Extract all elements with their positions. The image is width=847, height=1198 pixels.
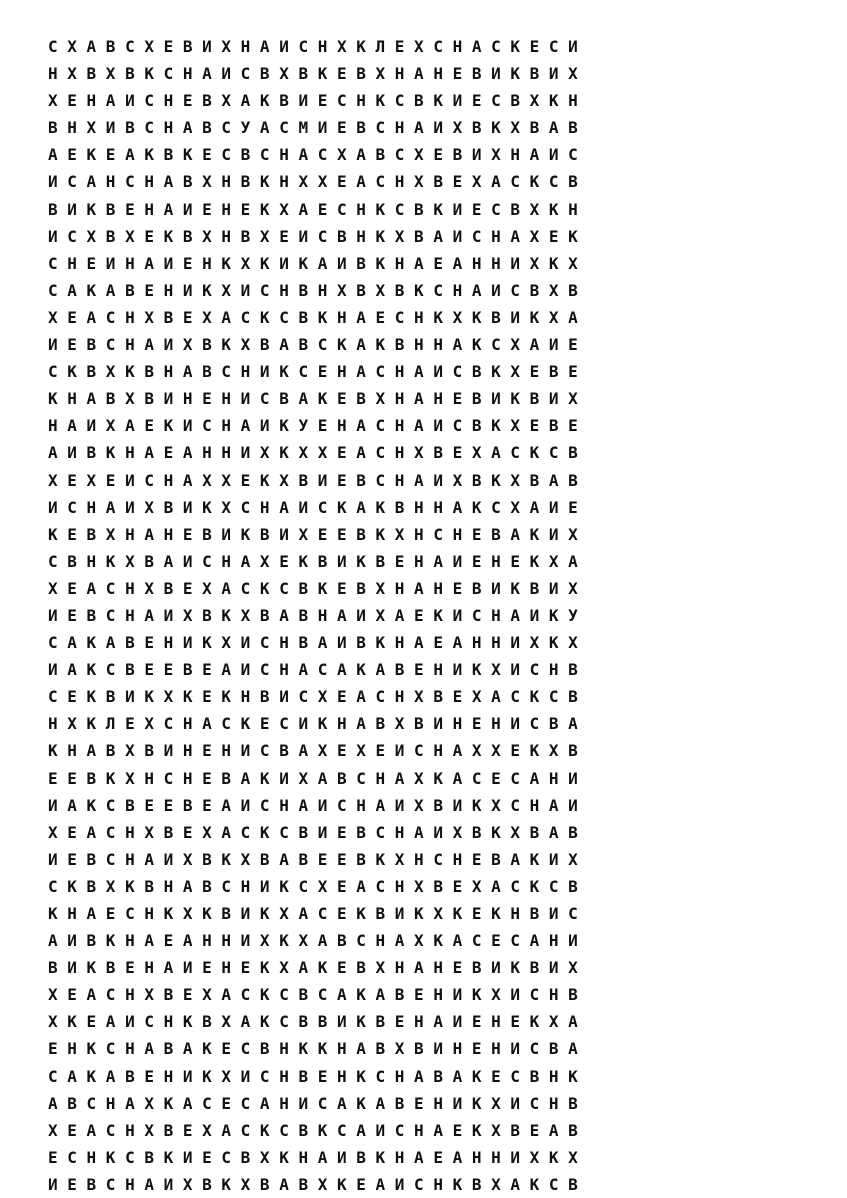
grid-row-7: В И К В Е Н А И Е Н Е К Х А Е С Н К С В К И Е С В Х К Н [48, 199, 578, 219]
grid-row-24: И А К С В Е Е В Е А И С Н А С А К А В Е Н И К Х И С Н В [48, 660, 578, 680]
grid-row-2: Н Х В Х В К С Н А И С В Х В К Е В Х Н А Н Е В И К В И Х [48, 64, 578, 84]
grid-row-3: Х Е Н А И С Н Е В Х А К В И Е С Н К С В К И Е С В Х К Н [48, 91, 578, 111]
grid-row-38: Е Н К С Н А В А К Е С В Н К К Н А В Х В И Н Е Н И С В А [48, 1039, 578, 1059]
grid-row-13: С К В Х К В Н А В С Н И К С Е Н А С Н А И С В К Х Е В Е [48, 362, 578, 382]
grid-row-23: С А К А В Е Н И К Х И С Н В А И В К Н А Е А Н Н И Х К Х [48, 633, 578, 653]
grid-row-30: Х Е А С Н Х В Е Х А С К С В И Е В С Н А И Х В К Х В А В [48, 822, 578, 842]
grid-row-16: А И В К Н А Е А Н Н И Х К Х Х Е А С Н Х В Е Х А С К С В [48, 443, 578, 463]
grid-row-12: И Е В С Н А И Х В К Х В А В С К А К В Н Н А К С Х А И Е [48, 335, 578, 355]
grid-row-41: Х Е А С Н Х В Е Х А С К С В К С А И С Н А Е К Х В Е А В [48, 1120, 578, 1140]
grid-row-31: И Е В С Н А И Х В К Х В А В Е Е В К Х Н С Н Е В А К И Х [48, 849, 578, 869]
grid-row-35: В И К В Е Н А И Е Н Е К Х А К Е В Х Н А Н Е В И К В И Х [48, 958, 578, 978]
grid-row-19: К Е В Х Н А Н Е В И К В И Х Е Е В К Х Н С Н Е В А К И Х [48, 524, 578, 544]
grid-row-21: Х Е А С Н Х В Е Х А С К С В К Е В Х Н А Н Е В И К В И Х [48, 578, 578, 598]
grid-row-27: К Н А В Х В И Н Е Н И С В А Х Е Х Е И С Н А Х Х Е К Х В [48, 741, 578, 761]
grid-row-29: И А К С В Е Е В Е А И С Н А И С Н А И Х В И К Х С Н А И [48, 795, 578, 815]
grid-row-22: И Е В С Н А И Х В К Х В А В Н А И Х А Е К И С Н А И К У [48, 605, 578, 625]
grid-row-10: С А К А В Е Н И К Х И С Н В Н Х В Х В К С Н А И С В Х В [48, 280, 578, 300]
letter-grid [48, 33, 578, 1198]
grid-row-40: А В С Н А Х К А С Е С А Н И С А К А В Е Н И К Х И С Н В [48, 1093, 578, 1113]
grid-row-15: Н А И Х А Е К И С Н А И К У Е Н А С Н А И С В К Х Е В Е [48, 416, 578, 436]
grid-row-8: И С Х В Х Е К В Х Н В Х Е И С В Н К Х В А И С Н А Х Е К [48, 226, 578, 246]
grid-row-6: И С А Н С Н А В Х Н В К Н Х Х Е А С Н Х В Е Х А С К С В [48, 172, 578, 192]
grid-row-28: Е Е В К Х Н С Н Е В А К И Х А В С Н А Х К А С Е С А Н И [48, 768, 578, 788]
grid-row-43: И Е В С Н А И Х В К Х В А В Х К Е А И С Н К В Х А К С В [48, 1174, 578, 1194]
grid-row-5: А Е К Е А К В К Е С В С Н А С Х А В С Х Е В И Х Н А И С [48, 145, 578, 165]
grid-row-25: С Е К В И К Х К Е К Н В И С Х Е А С Н Х В Е Х А С К С В [48, 687, 578, 707]
grid-row-33: К Н А Е С Н К Х К В И К Х А С Е К В И К Х К Е К Н В И С [48, 904, 578, 923]
grid-row-17: Х Е Х Е И С Н А Х Х Е К Х В И Е В С Н А И Х В К Х В А В [48, 470, 578, 490]
grid-row-11: Х Е А С Н Х В Е Х А С К С В К Н А Е С Н К Х К В И К Х А [48, 307, 578, 327]
grid-row-9: С Н Е И Н А И Е Н К Х К И К А И В К Н А Е А Н Н И Х К Х [48, 253, 578, 273]
grid-row-20: С В Н К Х В А И С Н А Х Е К В И К В Е Н А И Е Н Е К Х А [48, 551, 578, 571]
grid-row-32: С К В Х К В Н А В С Н И К С Х Е А С Н Х В Е Х А С К С В [48, 876, 578, 896]
grid-row-14: К Н А В Х В И Н Е Н И С В А К Е В Х Н А Н Е В И К В И Х [48, 389, 578, 409]
grid-row-1: С Х А В С Х Е В И Х Н А И С Н Х К Л Е Х С Н А С К Е С И [48, 37, 578, 56]
grid-row-37: Х К Е А И С Н К В Х А К С В В И К В Е Н А И Е Н Е К Х А [48, 1012, 578, 1032]
grid-row-18: И С Н А И Х В И К Х С Н А И С К А К В Н Н А К С Х А И Е [48, 497, 578, 517]
grid-row-26: Н Х К Л Е Х С Н А С К Е С И К Н А В Х В И Н Е Н И С В А [48, 714, 578, 734]
grid-row-42: Е С Н К С В К И Е С В Х К Н А И В К Н А Е А Н Н И Х К Х [48, 1147, 578, 1167]
grid-row-36: Х Е А С Н Х В Е Х А С К С В С А К А В Е Н И К Х И С Н В [48, 985, 578, 1005]
grid-row-39: С А К А В Е Н И К Х И С Н В Е Н К С Н А В А К Е С В Н К [48, 1066, 578, 1086]
grid-row-4: В Н Х И В С Н А В С У А С М И Е В С Н А И Х В К Х В А В [48, 118, 578, 138]
grid-row-34: А И В К Н А Е А Н Н И Х К Х А В С Н А Х К А С Е С А Н И [48, 931, 578, 951]
